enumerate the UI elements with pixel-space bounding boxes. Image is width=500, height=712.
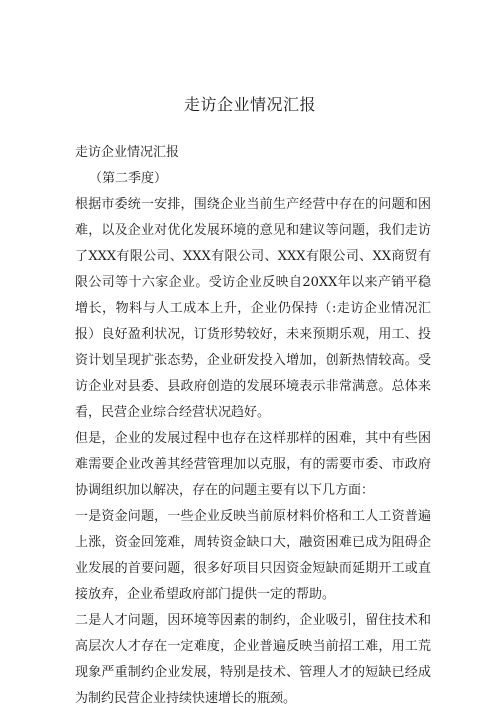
paragraph-talent-issue: 二是人才问题，因环境等因素的制约，企业吸引，留住技术和高层次人才存在一定难度，企业普遍反映当前招工难，用工荒现象严重制约企业发展，特别是技术、管理人才的短缺已经成为制约民营企业持续快速增长的瓶颈。 [75, 613, 431, 706]
paragraph-difficulties: 但是，企业的发展过程中也存在这样那样的困难，其中有些困难需要企业改善其经营管理加以克服，有的需要市委、市政府协调组织加以解决，存在的问题主要有以下几方面： [75, 431, 431, 498]
paragraph-intro: 根据市委统一安排，围绕企业当前生产经营中存在的问题和困难，以及企业对优化发展环境的意见和建议等问题，我们走访了XXX有限公司、XXX有限公司、XXX有限公司、XX商贸有限公司等十六家企业。受访企业反映自20XX年以来产销平稳增长，物料与人工成本上升，企业仍保持（:走访企业情况汇报）良好盈利状况，订货形势较好，未来预期乐观，用工、投资计划呈现扩张态势，企业研发投入增加，创新热情较高。受访企业对县委、县政府创造的发展环境表示非常满意。总体来看，民营企业综合经营状况趋好。 [75, 197, 431, 420]
document-body [75, 140, 431, 712]
document-title: 走访企业情况汇报 [183, 95, 316, 114]
paragraph-funding-issue: 一是资金问题，一些企业反映当前原材料价格和工人工资普遍上涨，资金回笼难，周转资金缺口大，融资困难已成为阻碍企业发展的首要问题，很多好项目只因资金短缺而延期开工或直接放弃，企业希望政府部门提供一定的帮助。 [75, 509, 431, 602]
quarter-label: （第二季度） [89, 171, 168, 186]
document-subtitle: 走访企业情况汇报 [75, 145, 180, 160]
